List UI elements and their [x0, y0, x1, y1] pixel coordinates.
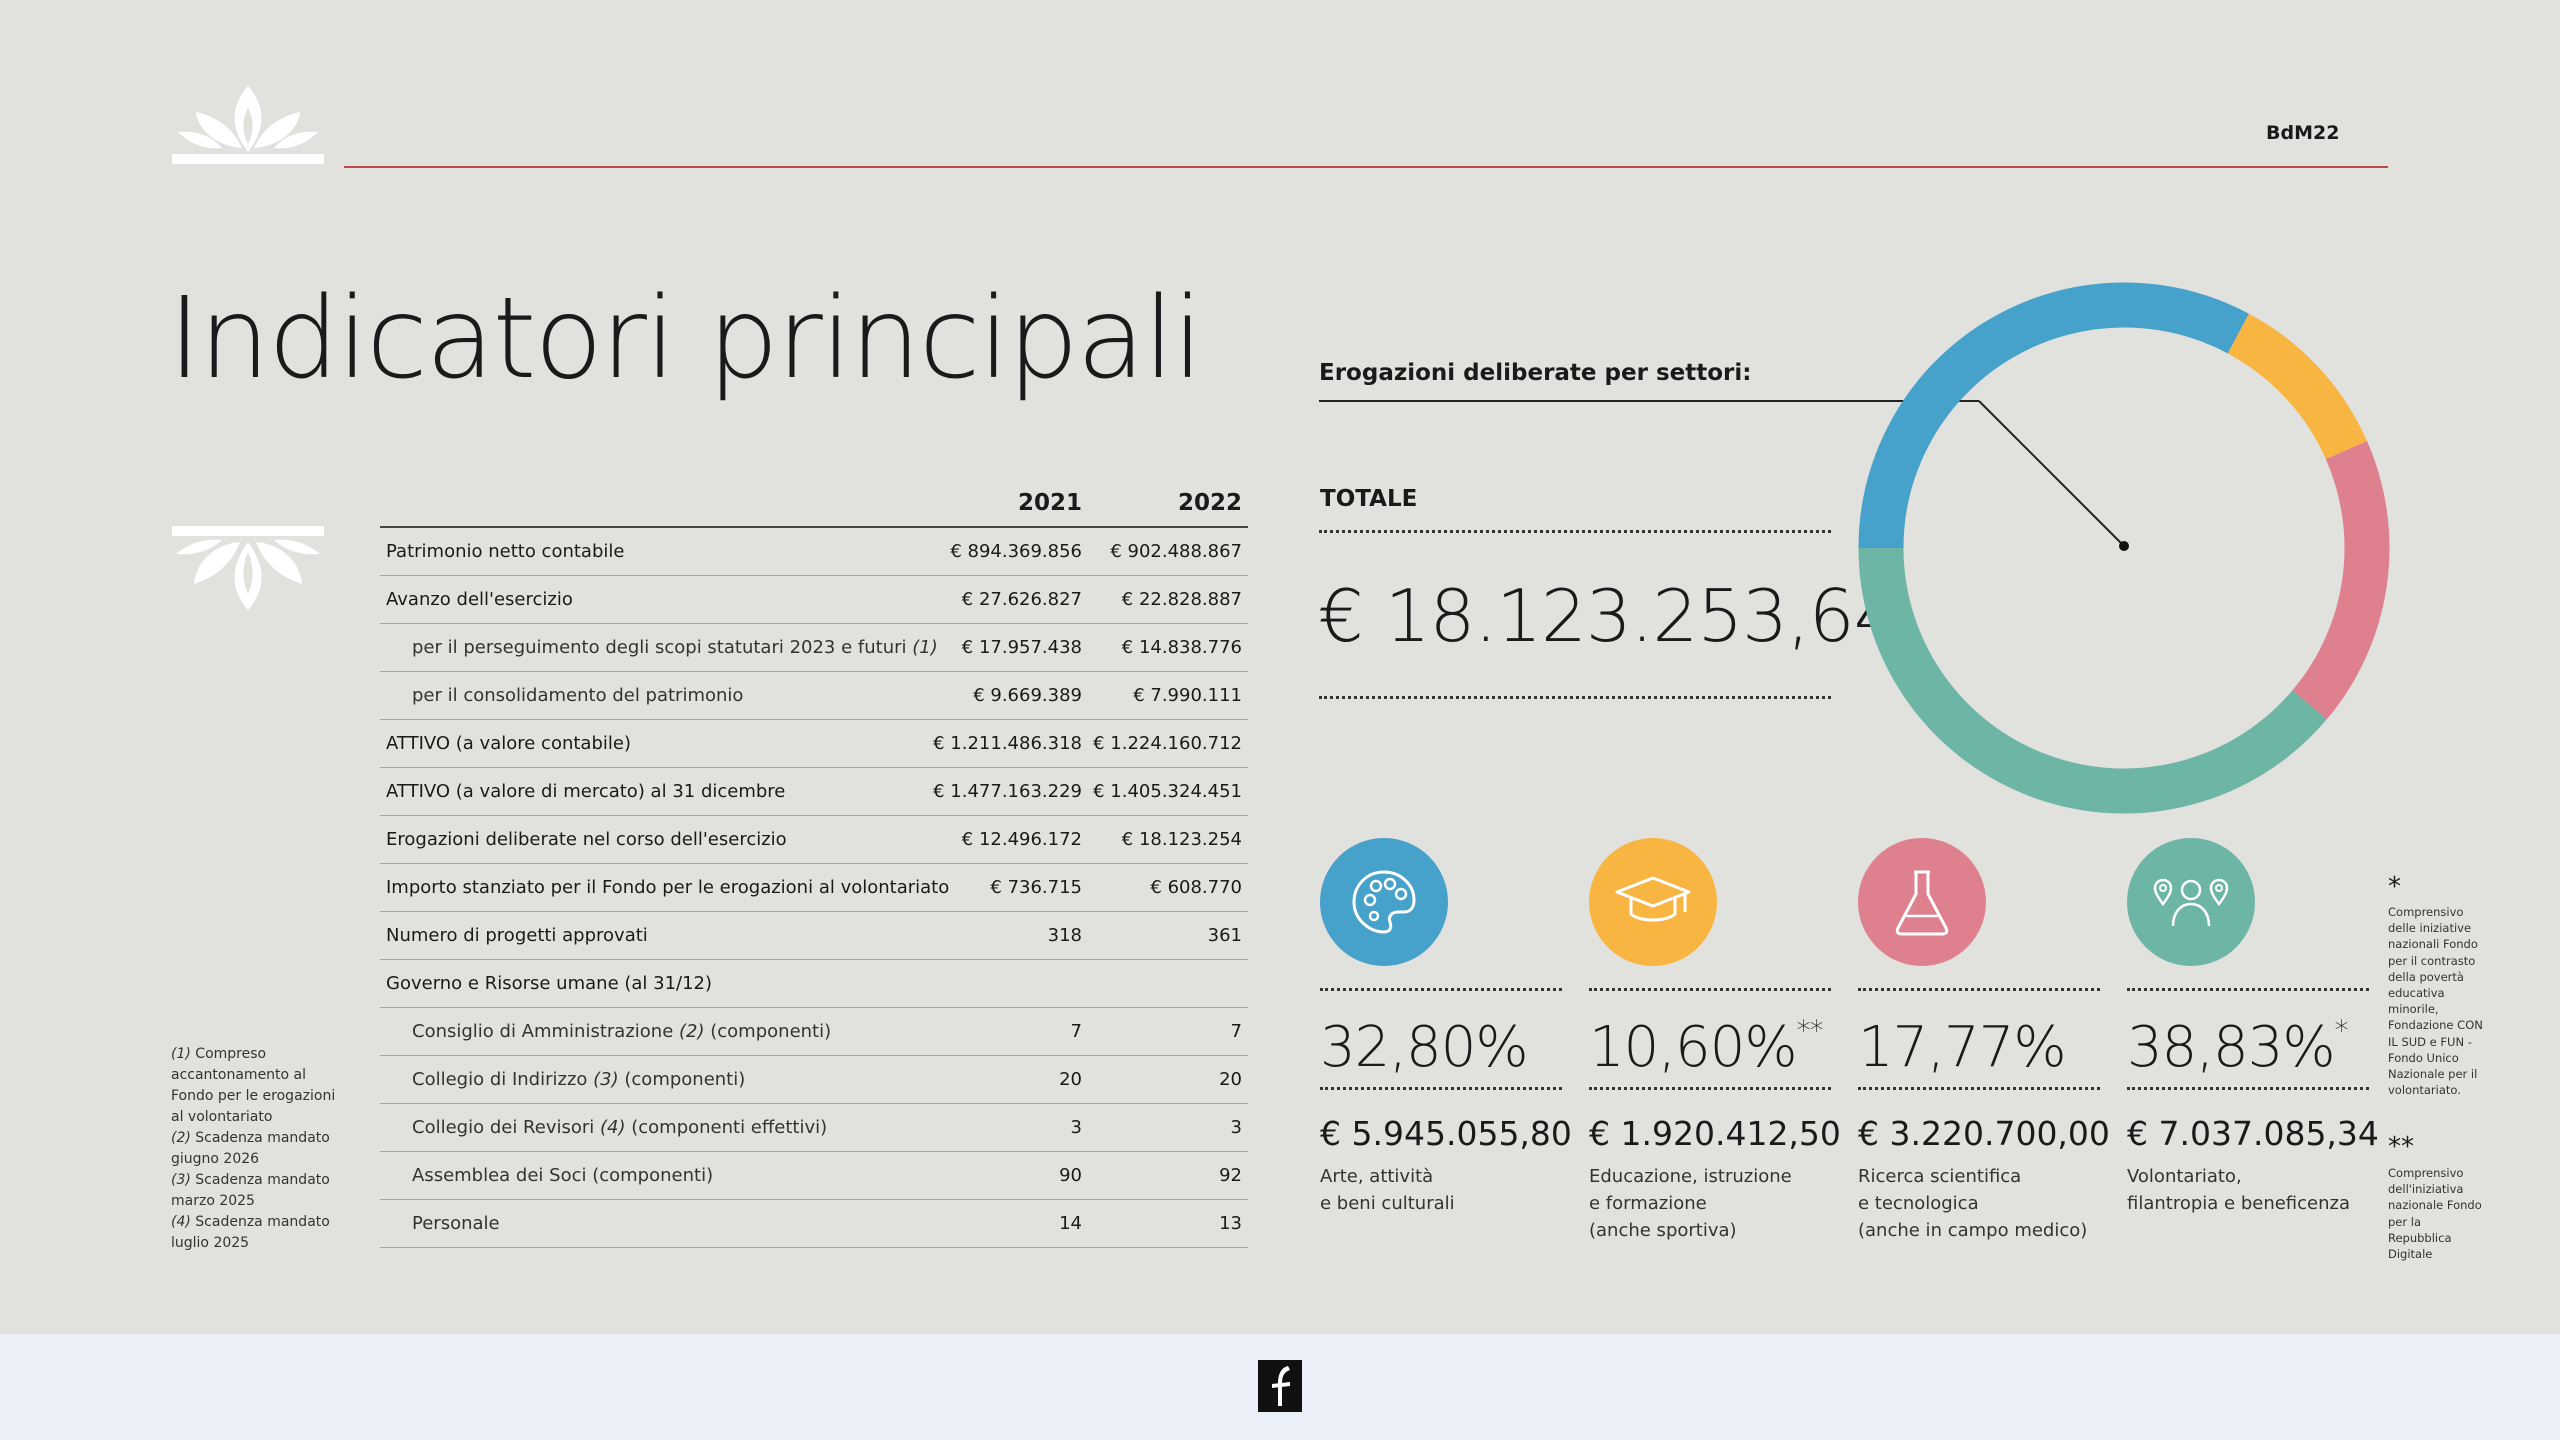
row-label: Patrimonio netto contabile: [386, 541, 625, 562]
row-label: ATTIVO (a valore contabile): [386, 733, 631, 754]
dotted-divider: [2127, 1087, 2369, 1090]
dotted-divider: [1319, 530, 1831, 533]
sector-icon-circle: [2127, 838, 2255, 966]
table-row: [380, 816, 1248, 864]
flask-icon: [1882, 862, 1962, 942]
row-value-2021: € 1.211.486.318: [933, 733, 1082, 754]
description-line: filantropia e beneficenza: [2127, 1193, 2351, 1214]
side-note: Comprensivo dell'iniziativa nazionale Fondo per la Repubblica Digitale: [2388, 1166, 2482, 1262]
row-value-2021: € 17.957.438: [961, 637, 1082, 658]
row-label: [412, 637, 938, 658]
footnote-text: Scadenza mandato luglio 2025: [171, 1214, 330, 1251]
table-row: [380, 1104, 1248, 1152]
row-label-text: Consiglio di Amministrazione: [412, 1021, 674, 1042]
row-value-2021: 90: [1059, 1165, 1082, 1186]
row-label: ATTIVO (a valore di mercato) al 31 dicembre: [386, 781, 786, 802]
description-line: Volontariato,: [2127, 1166, 2242, 1187]
row-value-2021: 318: [1047, 925, 1082, 946]
sector-educazione: [1589, 838, 1839, 1244]
description-line: (anche sportiva): [1589, 1220, 1737, 1241]
side-note: Comprensivo delle iniziative nazionali Fondo per il contrasto della povertà educativa minorile, Fondazione CON IL SUD e FUN - Fondo Unico Nazionale per il volontariato.: [2388, 905, 2483, 1098]
dotted-divider: [1319, 696, 1831, 699]
table-row: [380, 672, 1248, 720]
row-label: per il consolidamento del patrimonio: [412, 685, 744, 706]
dotted-divider: [1320, 988, 1562, 991]
sector-icon-circle: [1858, 838, 1986, 966]
table-row: [380, 624, 1248, 672]
foundation-logo-icon: [170, 82, 326, 172]
row-label-text: Collegio dei Revisori: [412, 1117, 595, 1138]
footnote-mark: (2): [171, 1130, 191, 1146]
row-value-2022: 20: [1219, 1069, 1242, 1090]
sector-description: [1589, 1163, 1839, 1244]
donut-slice-4: [1881, 548, 2310, 791]
column-header-2022: 2022: [1177, 490, 1242, 516]
sector-amount: € 5.945.055,80: [1320, 1114, 1572, 1153]
graduation-cap-icon: [1611, 860, 1695, 944]
footnote-3: [171, 1170, 351, 1212]
row-label-text: Collegio di Indirizzo: [412, 1069, 588, 1090]
description-line: (anche in campo medico): [1858, 1220, 2088, 1241]
footnote-ref: (2): [679, 1021, 705, 1042]
footnote-ref: (4): [600, 1117, 626, 1138]
description-line: Ricerca scientifica: [1858, 1166, 2022, 1187]
percentage-value: 17,77%: [1858, 1015, 2066, 1080]
sector-amount: € 1.920.412,50: [1589, 1114, 1841, 1153]
description-line: e tecnologica: [1858, 1193, 1979, 1214]
row-value-2022: € 7.990.111: [1133, 685, 1242, 706]
row-value-2021: € 1.477.163.229: [933, 781, 1082, 802]
description-line: e formazione: [1589, 1193, 1707, 1214]
row-value-2022: 13: [1219, 1213, 1242, 1234]
footnote-1: [171, 1044, 351, 1128]
row-value-2021: € 894.369.856: [950, 541, 1082, 562]
header-divider: [344, 166, 2388, 168]
sector-amount: € 7.037.085,34: [2127, 1114, 2379, 1153]
sector-ricerca: [1858, 838, 2108, 1244]
footnote-ref: (1): [912, 637, 938, 658]
row-value-2022: 3: [1230, 1117, 1242, 1138]
footnote-mark: (1): [171, 1046, 191, 1062]
row-value-2022: 361: [1207, 925, 1242, 946]
table-row: [380, 768, 1248, 816]
description-line: e beni culturali: [1320, 1193, 1455, 1214]
row-label: Governo e Risorse umane (al 31/12): [386, 973, 713, 994]
row-label: [412, 1117, 827, 1138]
table-row: [380, 1008, 1248, 1056]
table-row: [380, 720, 1248, 768]
percentage-value: 38,83%: [2127, 1015, 2335, 1080]
row-value-2021: € 27.626.827: [961, 589, 1082, 610]
table-row: [380, 576, 1248, 624]
row-value-2021: 14: [1059, 1213, 1082, 1234]
footnote-2: [171, 1128, 351, 1170]
sector-arte: [1320, 838, 1570, 1217]
table-row: [380, 864, 1248, 912]
row-value-2021: 20: [1059, 1069, 1082, 1090]
percentage-value: 32,80%: [1320, 1015, 1528, 1080]
erogazioni-title: Erogazioni deliberate per settori:: [1319, 360, 1752, 386]
totale-label: TOTALE: [1320, 486, 1418, 512]
description-line: Arte, attività: [1320, 1166, 1434, 1187]
donut-slice-3: [2310, 450, 2367, 705]
row-value-2022: € 22.828.887: [1121, 589, 1242, 610]
sector-donut-chart: [1858, 282, 2390, 814]
row-value-2021: 7: [1070, 1021, 1082, 1042]
dotted-divider: [2127, 988, 2369, 991]
note-double-asterisk: **: [2388, 1132, 2414, 1162]
sector-percentage: [2127, 1015, 2377, 1081]
percentage-mark: *: [2334, 1014, 2348, 1047]
row-label: Avanzo dell'esercizio: [386, 589, 573, 610]
table-row: [380, 912, 1248, 960]
row-label-suffix: (componenti): [624, 1069, 746, 1090]
footnote-text: Compreso accantonamento al Fondo per le erogazioni al volontariato: [171, 1046, 336, 1125]
row-value-2021: € 736.715: [990, 877, 1082, 898]
row-label: Personale: [412, 1213, 500, 1234]
row-label: Importo stanziato per il Fondo per le erogazioni al volontariato: [386, 877, 950, 898]
percentage-value: 10,60%: [1589, 1015, 1797, 1080]
sector-description: [1858, 1163, 2108, 1244]
sector-description: [2127, 1163, 2377, 1217]
table-row: [380, 1056, 1248, 1104]
table-row: [380, 1152, 1248, 1200]
dotted-divider: [1858, 1087, 2100, 1090]
sector-percentage: [1589, 1015, 1839, 1081]
row-label-text: per il perseguimento degli scopi statutari 2023 e futuri: [412, 637, 907, 658]
footer-logo-icon: [1258, 1360, 1302, 1412]
row-value-2022: € 18.123.254: [1121, 829, 1242, 850]
sector-icon-circle: [1320, 838, 1448, 966]
table-header: [380, 476, 1248, 528]
sector-amount: € 3.220.700,00: [1858, 1114, 2110, 1153]
dotted-divider: [1589, 988, 1831, 991]
column-header-2021: 2021: [1017, 490, 1082, 516]
footnote-mark: (4): [171, 1214, 191, 1230]
row-value-2021: € 12.496.172: [961, 829, 1082, 850]
row-value-2022: € 902.488.867: [1110, 541, 1242, 562]
dotted-divider: [1320, 1087, 1562, 1090]
table-row: [380, 528, 1248, 576]
page-title: Indicatori principali: [168, 274, 1202, 404]
row-label-suffix: (componenti effettivi): [631, 1117, 828, 1138]
footnote-mark: (3): [171, 1172, 191, 1188]
donut-slice-1: [1881, 305, 2238, 548]
totale-value: € 18.123.253,64: [1318, 574, 1899, 658]
row-value-2022: 92: [1219, 1165, 1242, 1186]
row-label: Assemblea dei Soci (componenti): [412, 1165, 714, 1186]
palette-icon: [1344, 862, 1424, 942]
people-location-icon: [2147, 862, 2235, 942]
row-value-2021: 3: [1070, 1117, 1082, 1138]
row-label-suffix: (componenti): [710, 1021, 832, 1042]
percentage-mark: **: [1796, 1014, 1823, 1047]
row-label: [412, 1021, 831, 1042]
table-footnotes: [171, 1044, 351, 1254]
row-label: Erogazioni deliberate nel corso dell'esercizio: [386, 829, 787, 850]
indicators-table: [380, 476, 1248, 1248]
note-asterisk: *: [2388, 872, 2401, 902]
row-value-2022: € 608.770: [1150, 877, 1242, 898]
row-label: Numero di progetti approvati: [386, 925, 648, 946]
sector-icon-circle: [1589, 838, 1717, 966]
document-code: BdM22: [2266, 122, 2340, 144]
footnote-text: Scadenza mandato marzo 2025: [171, 1172, 330, 1209]
table-row: [380, 1200, 1248, 1248]
dotted-divider: [1858, 988, 2100, 991]
footnote-ref: (3): [593, 1069, 619, 1090]
sector-description: [1320, 1163, 1570, 1217]
foundation-emblem-icon: [170, 522, 326, 614]
row-value-2022: 7: [1230, 1021, 1242, 1042]
row-label: [412, 1069, 745, 1090]
sector-percentage: [1858, 1015, 2108, 1081]
row-value-2021: € 9.669.389: [973, 685, 1082, 706]
sector-percentage: [1320, 1015, 1570, 1081]
dotted-divider: [1589, 1087, 1831, 1090]
table-row: [380, 960, 1248, 1008]
footnote-text: Scadenza mandato giugno 2026: [171, 1130, 330, 1167]
description-line: Educazione, istruzione: [1589, 1166, 1792, 1187]
donut-slice-2: [2238, 334, 2346, 450]
row-value-2022: € 1.224.160.712: [1093, 733, 1242, 754]
row-value-2022: € 14.838.776: [1121, 637, 1242, 658]
sector-volontariato: [2127, 838, 2377, 1217]
row-value-2022: € 1.405.324.451: [1093, 781, 1242, 802]
footnote-4: [171, 1212, 351, 1254]
